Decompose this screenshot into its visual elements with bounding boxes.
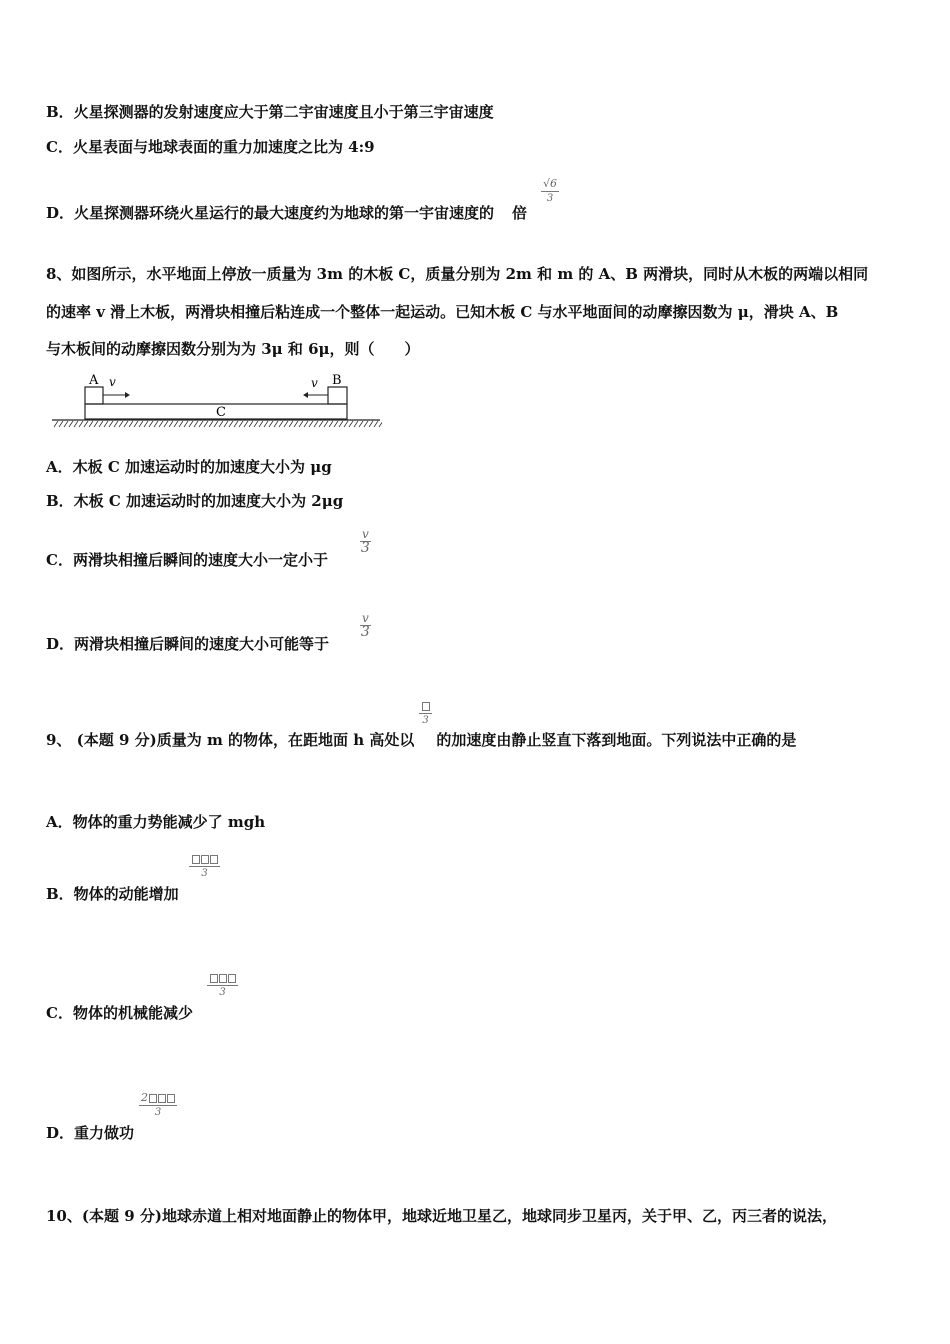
label-c: C: [216, 405, 226, 420]
q9-option-a: A．物体的重力势能减少了 mgh: [46, 813, 266, 831]
label-va: v: [109, 375, 116, 389]
q8-option-d: D．两滑块相撞后瞬间的速度大小可能等于: [46, 635, 330, 653]
q7-fraction-numerator: √6: [543, 177, 558, 190]
q9-option-c: C．物体的机械能减少: [46, 1004, 193, 1022]
q9-stem-text-2: 的加速度由静止竖直下落到地面。下列说法中正确的是: [436, 731, 797, 749]
q7-option-c: C．火星表面与地球表面的重力加速度之比为 4:9: [46, 138, 375, 156]
q9-option-d: D．重力做功: [46, 1124, 135, 1142]
fraction-denominator: 3: [201, 868, 208, 879]
block-a: [85, 387, 103, 404]
q9-option-d-fraction: [139, 1092, 177, 1118]
label-a: A: [89, 373, 99, 388]
q8-option-b: B．木板 C 加速运动时的加速度大小为 2μg: [46, 492, 344, 510]
q7-option-b: B．火星探测器的发射速度应大于第二宇宙速度且小于第三宇宙速度: [46, 103, 494, 121]
q8-option-c: C．两滑块相撞后瞬间的速度大小一定小于: [46, 551, 328, 569]
q7-fraction-denominator: 3: [546, 193, 554, 204]
q7-option-d-text: D．火星探测器环绕火星运行的最大速度约为地球的第一宇宙速度的: [46, 204, 495, 222]
fraction-numerator-prefix: 2: [141, 1091, 148, 1104]
q8-stem-line-3: 与木板间的动摩擦因数分别为为 3μ 和 6μ，则（ ）: [46, 340, 420, 358]
fraction-denominator: 3: [422, 715, 429, 726]
q9-stem: [46, 730, 796, 750]
fraction-denominator: 3: [360, 624, 370, 640]
block-b: [328, 387, 347, 404]
q8-stem-line-2: 的速率 v 滑上木板，两滑块相撞后粘连成一个整体一起运动。已知木板 C 与水平地面间的动摩擦因数为 μ，滑块 A、B: [46, 303, 839, 321]
q8-option-a: A．木板 C 加速运动时的加速度大小为 μg: [46, 458, 332, 476]
fraction-denominator: 3: [360, 540, 370, 556]
fraction-numerator: v: [362, 527, 369, 541]
fraction-denominator: 3: [219, 987, 226, 998]
arrow-right-icon: [125, 392, 130, 398]
q10-stem: 10、(本题 9 分)地球赤道上相对地面静止的物体甲，地球近地卫星乙，地球同步卫星丙，关于甲、乙，丙三者的说法，: [46, 1207, 837, 1225]
q7-option-d-suffix: 倍: [512, 204, 528, 222]
ground-hatch: [54, 421, 382, 427]
q8-option-c-fraction: [360, 528, 371, 554]
q9-option-b: B．物体的动能增加: [46, 885, 179, 903]
q7-option-d: [46, 203, 527, 223]
q9-option-c-fraction: [207, 972, 238, 998]
q9-stem-text: 9、 (本题 9 分)质量为 m 的物体，在距地面 h 高处以: [46, 731, 415, 749]
fraction-denominator: 3: [154, 1107, 162, 1118]
label-b: B: [332, 373, 342, 388]
q8-stem-line-1: 8、如图所示，水平地面上停放一质量为 3m 的木板 C，质量分别为 2m 和 m 的 A、B 两滑块，同时从木板的两端以相同: [46, 265, 869, 283]
q9-stem-fraction: [419, 700, 432, 726]
arrow-left-icon: [303, 392, 308, 398]
q8-option-d-fraction: [360, 612, 371, 638]
q9-option-b-fraction: [189, 853, 220, 879]
fraction-numerator: v: [362, 611, 369, 625]
q7-fraction: [541, 178, 559, 204]
q8-diagram: [50, 370, 382, 430]
label-vb: v: [311, 376, 318, 390]
